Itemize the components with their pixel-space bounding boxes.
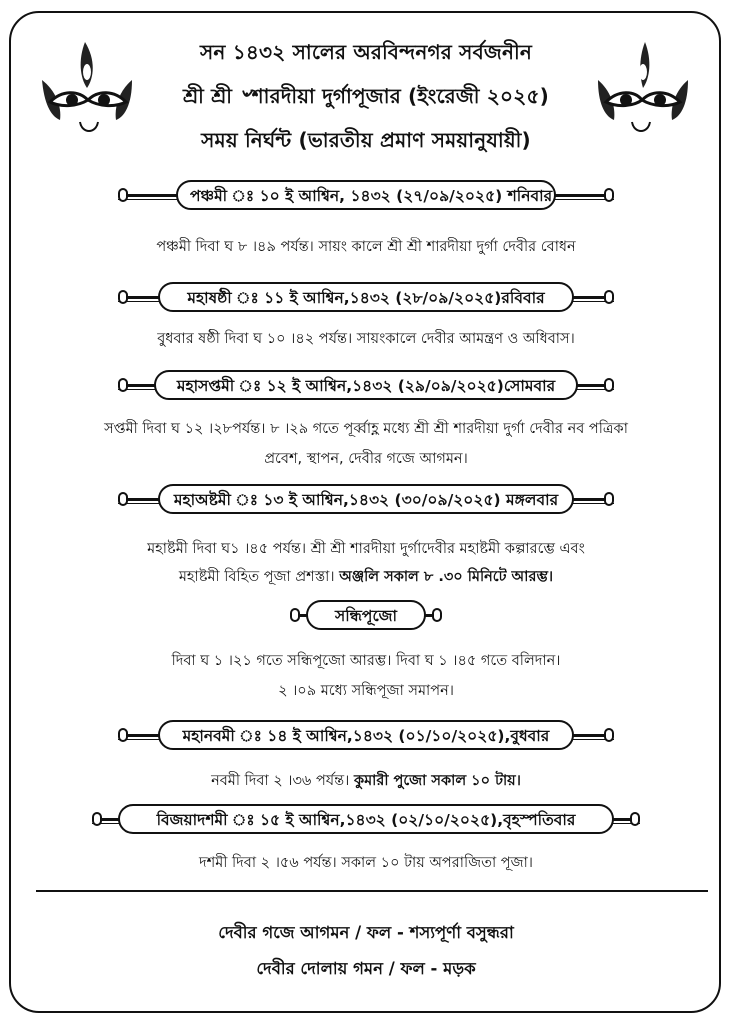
- footer-line-1: দেবীর গজে আগমন / ফল - শস্যপূর্ণা বসুন্ধরা: [218, 923, 514, 942]
- section-banner-nabami: [118, 720, 614, 750]
- section-title: মহানবমী ঃ ১৪ ই আশ্বিন,১৪৩২ (০১/১০/২০২৫),বুধবার: [158, 720, 574, 750]
- section-title: মহাঅষ্টমী ঃ ১৩ ই আশ্বিন,১৪৩২ (৩০/০৯/২০২৫) মঙ্গলবার: [158, 484, 574, 514]
- section-banner-ashtami: [118, 484, 614, 514]
- section-banner-dashami: [92, 804, 640, 834]
- section-banner-panchami: [118, 180, 614, 210]
- section-text: প্রবেশ, স্থাপন, দেবীর গজে আগমন।: [264, 451, 468, 467]
- section-text: দিবা ঘ ১ ।২১ গতে সন্ধিপূজো আরম্ভ। দিবা ঘ ১ ।৪৫ গতে বলিদান।: [171, 653, 561, 669]
- section-text: বুধবার ষষ্ঠী দিবা ঘ ১০ ।৪২ পর্যন্ত। সায়ংকালে দেবীর আমন্ত্রণ ও অধিবাস।: [157, 331, 575, 347]
- section-title: পঞ্চমী ঃ ১০ ই আশ্বিন, ১৪৩২ (২৭/০৯/২০২৫) শনিবার: [176, 180, 556, 210]
- section-text: মহাষ্টমী দিবা ঘ১ ।৪৫ পর্যন্ত। শ্রী শ্রী শারদীয়া দুর্গাদেবীর মহাষ্টমী কল্পারম্ভে এবং: [147, 541, 585, 557]
- section-text: পঞ্চমী দিবা ঘ ৮ ।৪৯ পর্যন্ত। সায়ং কালে শ্রী শ্রী শারদীয়া দুর্গা দেবীর বোধন: [156, 239, 576, 255]
- section-text-mixed: [0, 566, 732, 590]
- mixed-bold: কুমারী পুজো সকাল ১০ টায়।: [353, 773, 521, 789]
- header-line-1: সন ১৪৩২ সালের অরবিন্দনগর সর্বজনীন: [199, 40, 533, 64]
- section-banner-shashthi: [118, 282, 614, 312]
- mixed-bold: অঞ্জলি সকাল ৮ .৩০ মিনিটে আরম্ভ।: [339, 569, 554, 585]
- section-title: মহাসপ্তমী ঃ ১২ ই আশ্বিন,১৪৩২ (২৯/০৯/২০২৫)সোমবার: [154, 370, 578, 400]
- section-text: ২ ।০৯ মধ্যে সন্ধিপূজা সমাপন।: [278, 683, 454, 699]
- header-line-2: শ্রী শ্রী ৺শারদীয়া দুর্গাপূজার (ইংরেজী ২০২৫): [183, 84, 549, 108]
- mixed-normal: নবমী দিবা ২ ।৩৬ পর্যন্ত।: [211, 773, 354, 789]
- section-text-mixed: [0, 770, 732, 794]
- footer-line-2: দেবীর দোলায় গমন / ফল - মড়ক: [256, 959, 476, 978]
- section-title: মহাষষ্ঠী ঃ ১১ ই আশ্বিন,১৪৩২ (২৮/০৯/২০২৫)রবিবার: [158, 282, 574, 312]
- section-text: দশমী দিবা ২ ।৫৬ পর্যন্ত। সকাল ১০ টায় অপরাজিতা পূজা।: [199, 855, 533, 871]
- divider: [36, 890, 708, 892]
- header-line-3: সময় নির্ঘন্ট (ভারতীয় প্রমাণ সময়ানুযায়ী): [201, 128, 531, 152]
- mixed-normal: মহাষ্টমী বিহিত পূজা প্রশস্তা।: [178, 569, 340, 585]
- section-title: সন্ধিপূজো: [306, 600, 426, 630]
- section-banner-saptami: [118, 370, 614, 400]
- section-banner-sandhipujo: [290, 600, 442, 630]
- section-title: বিজয়াদশমী ঃ ১৫ ই আশ্বিন,১৪৩২ (০২/১০/২০২৫),বৃহস্পতিবার: [118, 804, 614, 834]
- section-text: সপ্তমী দিবা ঘ ১২ ।২৮পর্যন্ত। ৮ ।২৯ গতে পূর্ব্বাহ্ণ মধ্যে শ্রী শ্রী শারদীয়া দুর্গা দেবীর নব পত্রিকা: [104, 421, 628, 437]
